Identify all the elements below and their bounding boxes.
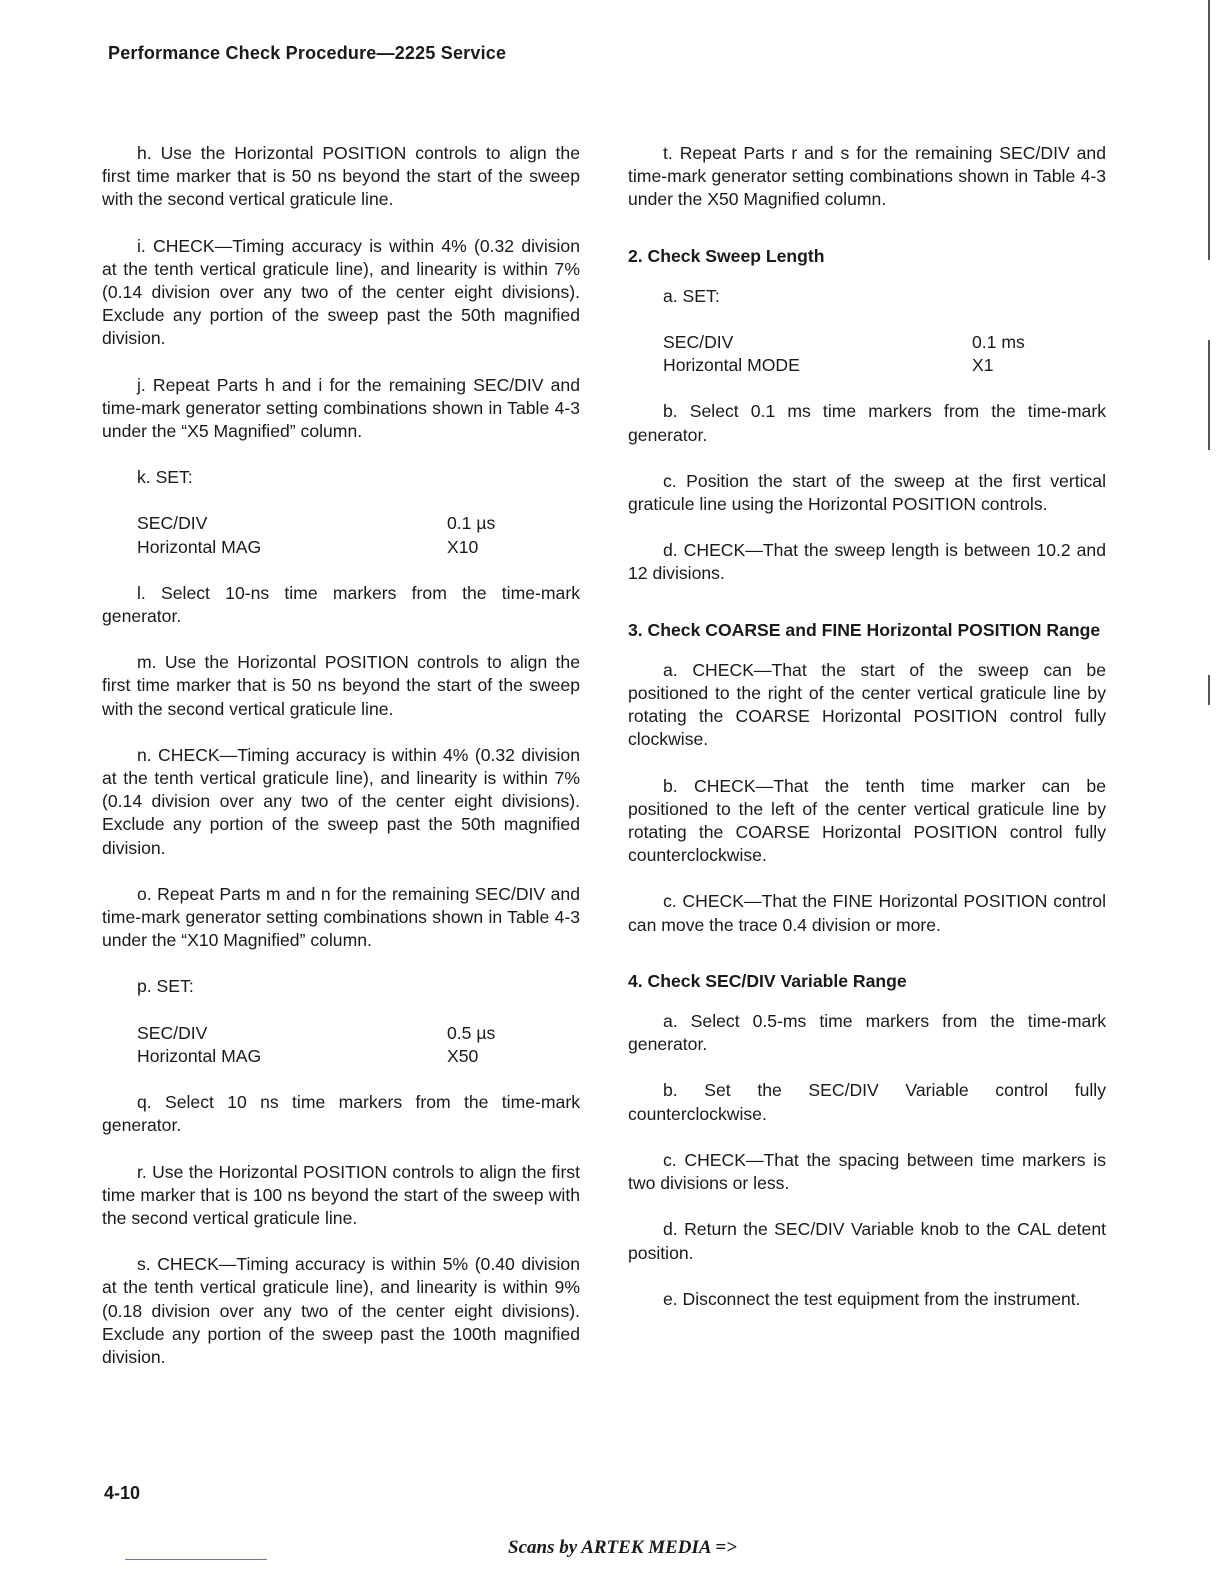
step-l: l. Select 10-ns time markers from the time-mark generator. <box>102 582 580 627</box>
settings-row <box>137 512 580 535</box>
setting-value: 0.1 µs <box>447 513 496 534</box>
section-heading: 2. Check Sweep Length <box>628 245 825 266</box>
step-i: i. CHECK—Timing accuracy is within 4% (0.32 division at the tenth vertical graticule line), and linearity is within 7% (0.14 division over any two of the center eight divisions). Exclude any portion of the sweep past the 50th magnified division. <box>102 235 580 349</box>
scan-edge-line <box>1208 0 1210 260</box>
settings-row <box>663 354 1106 377</box>
sec4-step-d: d. Return the SEC/DIV Variable knob to the CAL detent position. <box>628 1219 1106 1263</box>
setting-label: SEC/DIV <box>137 1022 208 1043</box>
step-j: j. Repeat Parts h and i for the remaining SEC/DIV and time-mark generator setting combinations shown in Table 4-3 under the “X5 Magnified” column. <box>102 374 580 442</box>
setting-value: X1 <box>972 355 994 376</box>
settings-table-p <box>137 1022 580 1068</box>
sec3-step-c: c. CHECK—That the FINE Horizontal POSITION control can move the trace 0.4 division or more. <box>628 891 1106 935</box>
setting-label: SEC/DIV <box>137 513 208 534</box>
settings-table-k <box>137 512 580 558</box>
scan-edge-line <box>1208 675 1210 705</box>
step-o: o. Repeat Parts m and n for the remaining SEC/DIV and time-mark generator setting combinations shown in Table 4-3 under the “X10 Magnified” column. <box>102 883 580 951</box>
settings-row <box>137 536 580 559</box>
sec2-step-a-set: a. SET: <box>663 285 720 306</box>
sec3-step-b: b. CHECK—That the tenth time marker can be positioned to the left of the center vertical graticule line by rotating the COARSE Horizontal POSITION control fully counterclockwise. <box>628 775 1106 866</box>
step-n: n. CHECK—Timing accuracy is within 4% (0.32 division at the tenth vertical graticule line), and linearity is within 7% (0.14 division over any two of the center eight divisions). Exclude any portion of the sweep past the 50th magnified division. <box>102 744 580 858</box>
step-m: m. Use the Horizontal POSITION controls to align the first time marker that is 50 ns beyond the start of the sweep with the second vertical graticule line. <box>102 652 580 719</box>
sec4-step-c: c. CHECK—That the spacing between time markers is two divisions or less. <box>628 1149 1106 1194</box>
setting-value: X50 <box>447 1045 479 1066</box>
sec2-step-b: b. Select 0.1 ms time markers from the time-mark generator. <box>628 401 1106 445</box>
sec4-step-a: a. Select 0.5-ms time markers from the time-mark generator. <box>628 1011 1106 1055</box>
step-k-set: k. SET: <box>137 467 193 488</box>
settings-row <box>137 1022 580 1045</box>
step-t: t. Repeat Parts r and s for the remaining SEC/DIV and time-mark generator setting combinations shown in Table 4-3 under the X50 Magnified column. <box>628 143 1106 210</box>
sec2-step-c: c. Position the start of the sweep at the first vertical graticule line using the Horizontal POSITION controls. <box>628 470 1106 515</box>
sec3-step-a: a. CHECK—That the start of the sweep can be positioned to the right of the center vertical graticule line by rotating the COARSE Horizontal POSITION control fully clockwise. <box>628 659 1106 750</box>
setting-label: SEC/DIV <box>663 332 734 353</box>
scan-credit: Scans by ARTEK MEDIA => <box>508 1537 737 1558</box>
setting-value: X10 <box>447 536 479 557</box>
settings-row <box>663 331 1106 354</box>
setting-label: Horizontal MAG <box>137 1045 262 1066</box>
section-heading: 4. Check SEC/DIV Variable Range <box>628 970 907 991</box>
scan-edge-line <box>1208 340 1210 450</box>
setting-value: 0.1 ms <box>972 332 1025 353</box>
setting-value: 0.5 µs <box>447 1022 496 1043</box>
page-number: 4-10 <box>104 1483 141 1503</box>
sec2-step-d: d. CHECK—That the sweep length is between 10.2 and 12 divisions. <box>628 540 1106 584</box>
left-column <box>102 142 580 1392</box>
section-heading: 3. Check COARSE and FINE Horizontal POSITION Range <box>628 619 1101 640</box>
right-column <box>628 142 1106 1334</box>
step-h: h. Use the Horizontal POSITION controls to align the first time marker that is 50 ns beyond the start of the sweep with the second vertical graticule line. <box>102 143 580 210</box>
footer-rule <box>125 1559 267 1560</box>
running-header: Performance Check Procedure—2225 Service <box>108 43 507 63</box>
settings-table-sec2 <box>663 331 1106 377</box>
settings-row <box>137 1045 580 1068</box>
setting-label: Horizontal MODE <box>663 355 800 376</box>
step-r: r. Use the Horizontal POSITION controls to align the first time marker that is 100 ns beyond the start of the sweep with the second vertical graticule line. <box>102 1161 580 1228</box>
setting-label: Horizontal MAG <box>137 536 262 557</box>
step-q: q. Select 10 ns time markers from the time-mark generator. <box>102 1092 580 1136</box>
step-s: s. CHECK—Timing accuracy is within 5% (0.40 division at the tenth vertical graticule line), and linearity is within 9% (0.18 division over any two of the center eight divisions). Exclude any portion of the sweep past the 100th magnified division. <box>102 1254 580 1367</box>
sec4-step-e: e. Disconnect the test equipment from the instrument. <box>663 1288 1081 1309</box>
sec4-step-b: b. Set the SEC/DIV Variable control fully counterclockwise. <box>628 1080 1106 1124</box>
step-p-set: p. SET: <box>137 976 194 997</box>
